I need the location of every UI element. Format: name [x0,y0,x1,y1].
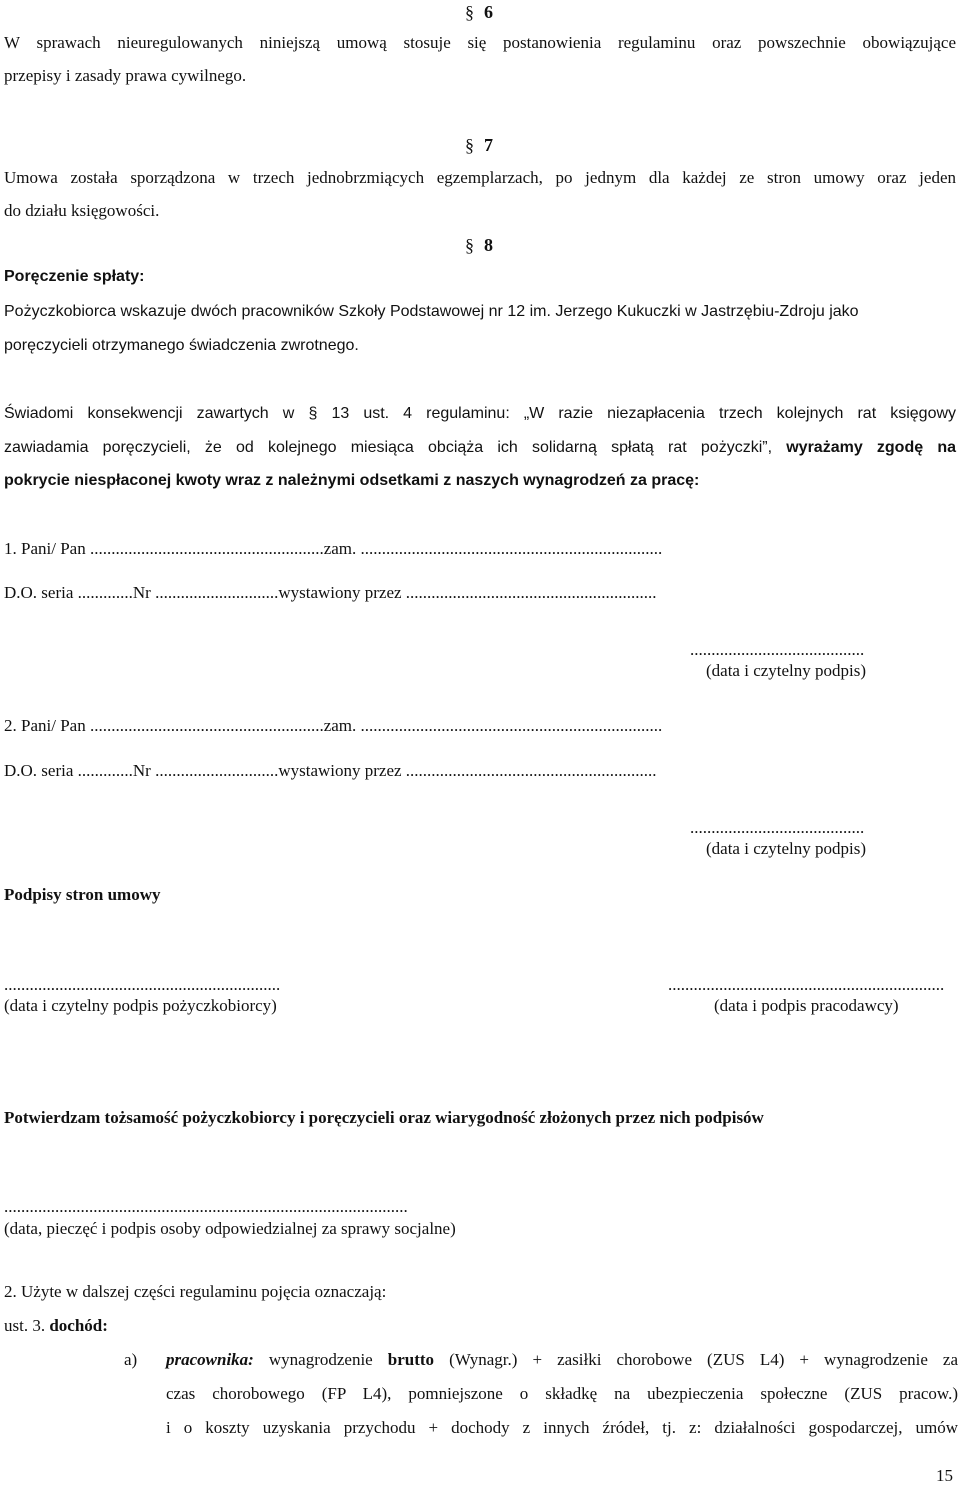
confirmation-signature-label: (data, pieczęć i podpis osoby odpowiedzialnej za sprawy socjalne) [4,1219,456,1238]
guarantor-1-signature-label: (data i czytelny podpis) [706,661,867,680]
employer-signature-label: (data i podpis pracodawcy) [714,996,899,1015]
section-6-line-2: przepisy i zasady prawa cywilnego. [4,66,247,85]
guarantor-1-id-line: D.O. seria .............Nr .............................wystawiony przez ........................................................... [4,583,657,602]
term-item-letter: a) [124,1350,138,1369]
confirmation-signature-dots: ............................................................................................... [4,1197,408,1216]
guarantor-1-signature-dots: ......................................... [690,640,865,659]
signatures-heading: Podpisy stron umowy [4,885,161,904]
term-item-line-2: czas chorobowego (FP L4), pomniejszone o składkę na ubezpieczenia społeczne (ZUS pracow.) [166,1384,958,1403]
borrower-signature-dots: ................................................................. [4,975,281,994]
consent-line-1: Świadomi konsekwencji zawartych w § 13 ust. 4 regulaminu: „W razie niezapłacenia trzech kolejnych rat księgowy [4,405,957,422]
section-7-heading: § 7 [465,135,493,155]
employer-signature-dots: ................................................................. [668,975,945,994]
guarantor-2-name-line: 2. Pani/ Pan .......................................................zam. ....................................................................... [4,716,663,735]
page-number: 15 [936,1466,953,1485]
guarantee-line-2: poręczycieli otrzymanego świadczenia zwrotnego. [4,337,359,354]
guarantee-line-1: Pożyczkobiorca wskazuje dwóch pracowników Szkoły Podstawowej nr 12 im. Jerzego Kukuczki w Jastrzębiu-Zdroju jako [4,303,859,320]
guarantor-1-name-line: 1. Pani/ Pan .......................................................zam. ....................................................................... [4,539,663,558]
section-6-heading: § 6 [465,2,493,22]
term-item-line-1: pracownika: wynagrodzenie brutto (Wynagr.) + zasiłki chorobowe (ZUS L4) + wynagrodzenie za [166,1350,959,1369]
guarantee-heading: Poręczenie spłaty: [4,268,145,285]
terms-ust: ust. 3. dochód: [4,1316,108,1335]
guarantor-2-signature-label: (data i czytelny podpis) [706,839,867,858]
guarantor-2-signature-dots: ......................................... [690,818,865,837]
section-6-line-1: W sprawach nieuregulowanych niniejszą umową stosuje się postanowienia regulaminu oraz powszechnie obowiązujące [4,33,956,52]
term-item-line-3: i o koszty uzyskania przychodu + dochody z innych źródeł, tj. z: działalności gospodarczej, umów [166,1418,958,1437]
section-sign: § [465,2,474,22]
section-8-heading: § 8 [465,235,493,255]
section-7-line-2: do działu księgowości. [4,201,160,220]
section-sign: § [465,235,474,255]
consent-line-3: pokrycie niespłaconej kwoty wraz z należnymi odsetkami z naszych wynagrodzeń za pracę: [4,472,700,489]
section-sign: § [465,135,474,155]
guarantor-2-id-line: D.O. seria .............Nr .............................wystawiony przez ........................................................... [4,761,657,780]
section-7-line-1: Umowa została sporządzona w trzech jednobrzmiących egzemplarzach, po jednym dla każdej ze stron umowy oraz jeden [4,168,956,187]
section-sign: § [308,405,318,422]
terms-intro: 2. Użyte w dalszej części regulaminu pojęcia oznaczają: [4,1282,387,1301]
confirmation-heading: Potwierdzam tożsamość pożyczkobiorcy i poręczycieli oraz wiarygodność złożonych przez nich podpisów [4,1108,764,1127]
consent-line-2: zawiadamia poręczycieli, że od kolejnego miesiąca obciąża ich solidarną spłatą rat pożyczki”, wyrażamy zgodę na [4,439,956,456]
borrower-signature-label: (data i czytelny podpis pożyczkobiorcy) [4,996,277,1015]
